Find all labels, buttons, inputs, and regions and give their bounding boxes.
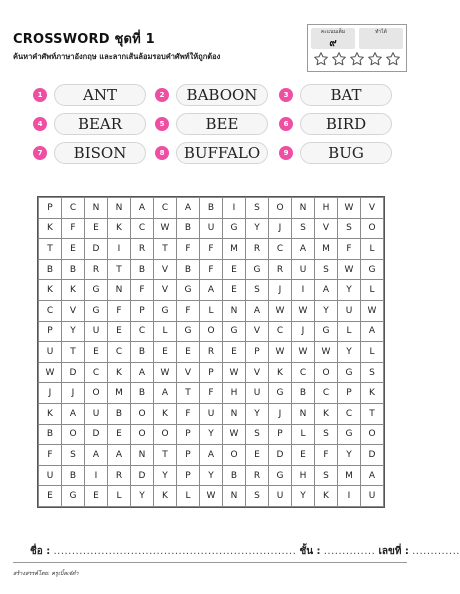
grid-cell[interactable]: S	[361, 362, 384, 383]
grid-cell[interactable]: E	[108, 321, 131, 342]
grid-cell[interactable]: G	[223, 321, 246, 342]
grid-cell[interactable]: U	[200, 403, 223, 424]
word-pill: BEAR	[54, 113, 146, 135]
grid-cell[interactable]: A	[154, 383, 177, 404]
grid-cell[interactable]: A	[200, 280, 223, 301]
grid-cell[interactable]: E	[62, 239, 85, 260]
grid-cell[interactable]: Y	[62, 321, 85, 342]
grid-cell[interactable]: L	[361, 342, 384, 363]
grid-cell[interactable]: L	[177, 486, 200, 507]
grid-cell[interactable]: P	[39, 198, 62, 219]
grid-cell[interactable]: O	[154, 424, 177, 445]
grid-cell[interactable]: W	[292, 342, 315, 363]
full-score-cell	[311, 28, 355, 49]
grid-cell[interactable]: H	[292, 465, 315, 486]
grid-cell[interactable]: E	[177, 342, 200, 363]
grid-cell[interactable]: K	[39, 403, 62, 424]
grid-cell[interactable]: Y	[200, 465, 223, 486]
grid-cell[interactable]: F	[108, 300, 131, 321]
grid-cell[interactable]: W	[269, 300, 292, 321]
grid-cell[interactable]: B	[177, 259, 200, 280]
grid-cell[interactable]: T	[177, 383, 200, 404]
grid-cell[interactable]: Y	[292, 486, 315, 507]
grid-cell[interactable]: R	[85, 259, 108, 280]
grid-cell[interactable]: U	[85, 403, 108, 424]
grid-cell[interactable]: U	[39, 465, 62, 486]
grid-cell[interactable]: A	[361, 321, 384, 342]
grid-cell[interactable]: T	[108, 259, 131, 280]
grid-cell[interactable]: E	[223, 280, 246, 301]
grid-cell[interactable]: V	[154, 280, 177, 301]
grid-cell[interactable]: K	[315, 486, 338, 507]
full-score-label: คะแนนเต็ม	[320, 29, 346, 35]
grid-cell[interactable]: W	[200, 486, 223, 507]
grid-cell[interactable]: B	[131, 383, 154, 404]
grid-cell[interactable]: N	[131, 445, 154, 466]
grid-cell[interactable]: V	[154, 259, 177, 280]
grid-cell[interactable]: M	[315, 239, 338, 260]
grid-cell[interactable]: J	[269, 280, 292, 301]
rating-stars	[308, 51, 406, 67]
grid-cell[interactable]: C	[39, 300, 62, 321]
grid-cell[interactable]: W	[223, 424, 246, 445]
grid-cell[interactable]: A	[292, 239, 315, 260]
grid-cell[interactable]: O	[131, 403, 154, 424]
grid-cell[interactable]: F	[131, 280, 154, 301]
grid-cell[interactable]: I	[292, 280, 315, 301]
word-number-badge: 8	[155, 146, 169, 160]
grid-cell[interactable]: O	[131, 424, 154, 445]
grid-cell[interactable]: P	[177, 465, 200, 486]
star-icon[interactable]	[349, 51, 365, 67]
grid-cell[interactable]: F	[200, 239, 223, 260]
grid-cell[interactable]: I	[338, 486, 361, 507]
star-icon[interactable]	[313, 51, 329, 67]
word-pill: BIRD	[300, 113, 392, 135]
grid-cell[interactable]: F	[177, 300, 200, 321]
grid-row	[39, 259, 384, 280]
grid-cell[interactable]: B	[62, 259, 85, 280]
grid-cell[interactable]: S	[315, 259, 338, 280]
grid-cell[interactable]: C	[108, 342, 131, 363]
grid-cell[interactable]: S	[246, 280, 269, 301]
grid-cell[interactable]: T	[39, 239, 62, 260]
grid-cell[interactable]: O	[315, 362, 338, 383]
grid-cell[interactable]: J	[269, 218, 292, 239]
grid-cell[interactable]: G	[338, 424, 361, 445]
grid-cell[interactable]: L	[292, 424, 315, 445]
grid-cell[interactable]: O	[361, 424, 384, 445]
grid-cell[interactable]: M	[223, 239, 246, 260]
number-field[interactable]: .............	[412, 546, 460, 557]
star-icon[interactable]	[385, 51, 401, 67]
grid-cell[interactable]: O	[62, 424, 85, 445]
grid-cell[interactable]: J	[62, 383, 85, 404]
grid-cell[interactable]: I	[108, 239, 131, 260]
grid-cell[interactable]: W	[223, 362, 246, 383]
grid-cell[interactable]: A	[131, 198, 154, 219]
grid-row	[39, 424, 384, 445]
grid-cell[interactable]: U	[200, 218, 223, 239]
grid-row	[39, 342, 384, 363]
grid-cell[interactable]: B	[39, 259, 62, 280]
grid-cell[interactable]: G	[361, 259, 384, 280]
grid-cell[interactable]: P	[131, 300, 154, 321]
grid-cell[interactable]: U	[246, 383, 269, 404]
word-pill: BEE	[176, 113, 268, 135]
grid-cell[interactable]: P	[177, 424, 200, 445]
grid-cell[interactable]: R	[246, 465, 269, 486]
grid-cell[interactable]: Y	[246, 218, 269, 239]
grid-cell[interactable]: C	[131, 321, 154, 342]
word-pill: BUG	[300, 142, 392, 164]
grid-cell[interactable]: A	[108, 445, 131, 466]
grid-cell[interactable]: B	[39, 424, 62, 445]
grid-cell[interactable]: O	[223, 445, 246, 466]
grid-row	[39, 321, 384, 342]
obtained-score-label: ทำได้	[375, 29, 387, 35]
grid-cell[interactable]: I	[223, 198, 246, 219]
word-number-badge: 5	[155, 117, 169, 131]
grid-cell[interactable]: A	[85, 445, 108, 466]
grid-cell[interactable]: E	[292, 445, 315, 466]
grid-cell[interactable]: E	[154, 342, 177, 363]
grid-cell[interactable]: D	[85, 239, 108, 260]
grid-cell[interactable]: A	[62, 403, 85, 424]
grid-cell[interactable]: E	[108, 424, 131, 445]
grid-cell[interactable]: G	[154, 300, 177, 321]
grid-cell[interactable]: O	[200, 321, 223, 342]
grid-cell[interactable]: G	[269, 465, 292, 486]
grid-cell[interactable]: S	[315, 465, 338, 486]
grid-cell[interactable]: G	[246, 259, 269, 280]
grid-cell[interactable]: W	[39, 362, 62, 383]
grid-cell[interactable]: D	[361, 445, 384, 466]
word-number-badge: 9	[279, 146, 293, 160]
grid-row	[39, 218, 384, 239]
grid-cell[interactable]: D	[62, 362, 85, 383]
grid-cell[interactable]: K	[108, 218, 131, 239]
grid-cell[interactable]: A	[315, 280, 338, 301]
word-pill: BAT	[300, 84, 392, 106]
grid-cell[interactable]: U	[292, 259, 315, 280]
grid-cell[interactable]: P	[269, 424, 292, 445]
instructions: ค้นหาคำศัพท์ภาษาอังกฤษ และลากเส้นล้อมรอบคำศัพท์ให้ถูกต้อง	[13, 52, 221, 61]
grid-cell[interactable]: B	[62, 465, 85, 486]
grid-row	[39, 198, 384, 219]
grid-cell[interactable]: A	[177, 198, 200, 219]
score-box	[307, 24, 407, 72]
grid-cell[interactable]: F	[200, 383, 223, 404]
grid-cell[interactable]: A	[200, 445, 223, 466]
grid-row	[39, 239, 384, 260]
grid-cell[interactable]: O	[361, 218, 384, 239]
grid-cell[interactable]: E	[85, 486, 108, 507]
grid-cell[interactable]: W	[154, 218, 177, 239]
grid-cell[interactable]: B	[223, 465, 246, 486]
grid-cell[interactable]: T	[62, 342, 85, 363]
grid-cell[interactable]: W	[338, 198, 361, 219]
star-icon[interactable]	[331, 51, 347, 67]
grid-cell[interactable]: C	[154, 198, 177, 219]
grid-cell[interactable]: A	[361, 465, 384, 486]
grid-cell[interactable]: Y	[315, 300, 338, 321]
word-number-badge: 6	[279, 117, 293, 131]
grid-cell[interactable]: F	[39, 445, 62, 466]
grid-cell[interactable]: E	[85, 342, 108, 363]
grid-cell[interactable]: S	[246, 424, 269, 445]
grid-cell[interactable]: N	[85, 198, 108, 219]
word-number-badge: 1	[33, 88, 47, 102]
grid-cell[interactable]: N	[223, 403, 246, 424]
grid-cell[interactable]: K	[315, 403, 338, 424]
grid-cell[interactable]: L	[361, 280, 384, 301]
grid-cell[interactable]: W	[315, 342, 338, 363]
grid-cell[interactable]: N	[292, 403, 315, 424]
grid-cell[interactable]: G	[177, 321, 200, 342]
divider	[13, 562, 407, 563]
grid-cell[interactable]: R	[108, 465, 131, 486]
grid-cell[interactable]: U	[85, 321, 108, 342]
grid-cell[interactable]: B	[131, 259, 154, 280]
grid-row	[39, 300, 384, 321]
grid-cell[interactable]: P	[177, 445, 200, 466]
grid-cell[interactable]: S	[292, 218, 315, 239]
grid-cell[interactable]: V	[62, 300, 85, 321]
grid-cell[interactable]: N	[108, 280, 131, 301]
grid-cell[interactable]: U	[39, 342, 62, 363]
obtained-score-cell[interactable]	[359, 28, 403, 49]
grid-cell[interactable]: S	[246, 486, 269, 507]
grid-cell[interactable]: R	[131, 239, 154, 260]
grid-row	[39, 465, 384, 486]
grid-row	[39, 383, 384, 404]
grid-cell[interactable]: G	[177, 280, 200, 301]
grid-cell[interactable]: F	[177, 403, 200, 424]
grid-cell[interactable]: C	[269, 239, 292, 260]
grid-cell[interactable]: G	[85, 300, 108, 321]
grid-cell[interactable]: C	[62, 198, 85, 219]
grid-cell[interactable]: K	[361, 383, 384, 404]
word-number-badge: 4	[33, 117, 47, 131]
grid-cell[interactable]: U	[361, 486, 384, 507]
grid-cell[interactable]: S	[315, 424, 338, 445]
grid-cell[interactable]: M	[108, 383, 131, 404]
grid-cell[interactable]: S	[338, 218, 361, 239]
word-number-badge: 2	[155, 88, 169, 102]
grid-cell[interactable]: Y	[200, 424, 223, 445]
grid-cell[interactable]: F	[200, 259, 223, 280]
grid-cell[interactable]: Y	[338, 280, 361, 301]
word-pill: BABOON	[176, 84, 268, 106]
number-label: เลขที่ :	[378, 546, 409, 557]
grid-cell[interactable]: C	[269, 321, 292, 342]
grid-cell[interactable]: K	[39, 280, 62, 301]
grid-cell[interactable]: L	[338, 321, 361, 342]
grid-cell[interactable]: K	[154, 486, 177, 507]
grid-cell[interactable]: T	[361, 403, 384, 424]
grid-cell[interactable]: O	[85, 383, 108, 404]
grid-cell[interactable]: C	[85, 362, 108, 383]
grid-cell[interactable]: D	[131, 465, 154, 486]
grid-cell[interactable]: C	[292, 362, 315, 383]
grid-cell[interactable]: C	[315, 383, 338, 404]
grid-cell[interactable]: T	[154, 239, 177, 260]
grid-cell[interactable]: P	[200, 362, 223, 383]
letter-table	[38, 197, 384, 507]
grid-cell[interactable]: F	[62, 218, 85, 239]
grid-cell[interactable]: B	[177, 218, 200, 239]
name-label: ชื่อ :	[30, 546, 51, 557]
grid-cell[interactable]: R	[246, 239, 269, 260]
grid-cell[interactable]: D	[85, 424, 108, 445]
grid-cell[interactable]: F	[177, 239, 200, 260]
grid-cell[interactable]: N	[223, 300, 246, 321]
word-pill: BUFFALO	[176, 142, 268, 164]
grid-cell[interactable]: P	[246, 342, 269, 363]
word-pill: BISON	[54, 142, 146, 164]
grid-cell[interactable]: J	[292, 321, 315, 342]
grid-cell[interactable]: A	[246, 300, 269, 321]
grid-cell[interactable]: E	[85, 218, 108, 239]
grid-cell[interactable]: M	[338, 465, 361, 486]
word-search-grid	[37, 196, 385, 508]
grid-row	[39, 362, 384, 383]
grid-cell[interactable]: W	[154, 362, 177, 383]
grid-cell[interactable]: V	[177, 362, 200, 383]
grid-cell[interactable]: V	[246, 321, 269, 342]
grid-cell[interactable]: P	[338, 383, 361, 404]
grid-cell[interactable]: V	[246, 362, 269, 383]
grid-cell[interactable]: S	[246, 198, 269, 219]
grid-cell[interactable]: J	[269, 403, 292, 424]
grid-cell[interactable]: V	[361, 198, 384, 219]
grid-cell[interactable]: U	[269, 486, 292, 507]
class-field[interactable]: ..............	[323, 546, 376, 557]
grid-cell[interactable]: G	[338, 362, 361, 383]
grid-cell[interactable]: W	[361, 300, 384, 321]
grid-cell[interactable]: J	[39, 383, 62, 404]
grid-cell[interactable]: N	[292, 198, 315, 219]
grid-cell[interactable]: G	[62, 486, 85, 507]
grid-cell[interactable]: N	[108, 198, 131, 219]
grid-row	[39, 486, 384, 507]
grid-cell[interactable]: G	[269, 383, 292, 404]
grid-cell[interactable]: R	[269, 259, 292, 280]
page-title: CROSSWORD ชุดที่ 1	[13, 32, 155, 47]
grid-cell[interactable]: T	[154, 445, 177, 466]
grid-cell[interactable]: K	[269, 362, 292, 383]
grid-cell[interactable]: K	[62, 280, 85, 301]
grid-cell[interactable]: I	[85, 465, 108, 486]
grid-cell[interactable]: Y	[338, 445, 361, 466]
student-info-line	[30, 544, 460, 559]
grid-cell[interactable]: H	[223, 383, 246, 404]
grid-cell[interactable]: E	[39, 486, 62, 507]
grid-cell[interactable]: W	[338, 259, 361, 280]
grid-cell[interactable]: F	[338, 239, 361, 260]
grid-cell[interactable]: A	[131, 362, 154, 383]
grid-cell[interactable]: B	[200, 198, 223, 219]
grid-cell[interactable]: W	[292, 300, 315, 321]
grid-cell[interactable]: D	[269, 445, 292, 466]
grid-cell[interactable]: R	[200, 342, 223, 363]
grid-cell[interactable]: Y	[246, 403, 269, 424]
name-field[interactable]: ..................................................................	[53, 546, 297, 557]
grid-cell[interactable]: K	[108, 362, 131, 383]
grid-cell[interactable]: B	[292, 383, 315, 404]
grid-row	[39, 445, 384, 466]
grid-cell[interactable]: B	[108, 403, 131, 424]
word-number-badge: 3	[279, 88, 293, 102]
grid-cell[interactable]: G	[315, 321, 338, 342]
grid-cell[interactable]: P	[39, 321, 62, 342]
grid-cell[interactable]: V	[315, 218, 338, 239]
grid-cell[interactable]: K	[154, 403, 177, 424]
star-icon[interactable]	[367, 51, 383, 67]
grid-cell[interactable]: L	[200, 300, 223, 321]
grid-cell[interactable]: L	[108, 486, 131, 507]
full-score-value: ๙	[329, 38, 337, 49]
grid-cell[interactable]: S	[62, 445, 85, 466]
grid-cell[interactable]: C	[338, 403, 361, 424]
grid-cell[interactable]: H	[315, 198, 338, 219]
grid-row	[39, 403, 384, 424]
grid-cell[interactable]: B	[131, 342, 154, 363]
grid-cell[interactable]: G	[223, 218, 246, 239]
grid-cell[interactable]: E	[246, 445, 269, 466]
grid-cell[interactable]: K	[39, 218, 62, 239]
grid-cell[interactable]: G	[85, 280, 108, 301]
grid-cell[interactable]: Y	[338, 342, 361, 363]
grid-cell[interactable]: E	[223, 259, 246, 280]
grid-row	[39, 280, 384, 301]
grid-cell[interactable]: U	[338, 300, 361, 321]
grid-cell[interactable]: L	[154, 321, 177, 342]
word-number-badge: 7	[33, 146, 47, 160]
grid-cell[interactable]: Y	[131, 486, 154, 507]
credit-text: สร้างสรรค์โดย: ครูเบิ้ลเจ๋ดำ	[13, 571, 79, 577]
grid-cell[interactable]: L	[361, 239, 384, 260]
grid-cell[interactable]: E	[223, 342, 246, 363]
class-label: ชั้น :	[299, 546, 321, 557]
word-pill: ANT	[54, 84, 146, 106]
grid-cell[interactable]: Y	[154, 465, 177, 486]
grid-cell[interactable]: W	[269, 342, 292, 363]
grid-cell[interactable]: F	[315, 445, 338, 466]
grid-cell[interactable]: C	[131, 218, 154, 239]
grid-cell[interactable]: N	[223, 486, 246, 507]
grid-cell[interactable]: O	[269, 198, 292, 219]
